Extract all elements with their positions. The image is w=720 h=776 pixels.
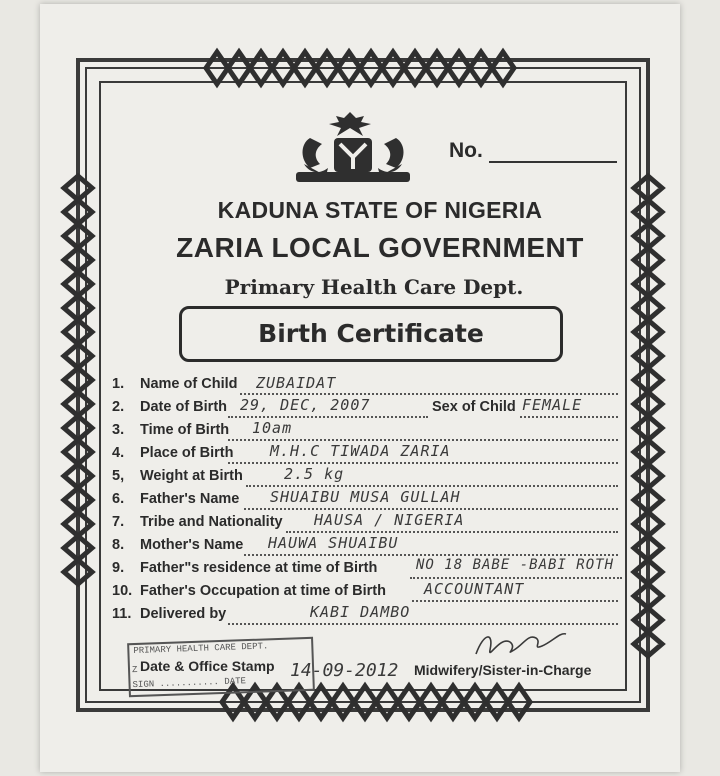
field-row-tribe: 7. Tribe and Nationality [112,514,283,530]
field-row-sex [432,399,516,415]
field-dots [228,415,428,418]
field-row-time: 3. Time of Birth [112,422,230,438]
midwife-label: Midwifery/Sister-in-Charge [414,662,592,678]
field-row-dob: 2. Date of Birth [112,399,227,415]
field-value: ZUBAIDAT [256,374,337,392]
field-label: Weight at Birth [140,468,243,484]
field-value: 10am [252,419,293,437]
field-value: HAUWA SHUAIBU [268,534,399,552]
field-dots [228,622,618,625]
field-dots [286,530,618,533]
field-value: SHUAIBU MUSA GULLAH [270,488,461,506]
date-value: 14-09-2012 [290,660,399,681]
state-heading: KADUNA STATE OF NIGERIA [217,197,543,223]
field-dots [240,392,618,395]
field-row-weight: 5, Weight at Birth [112,468,243,484]
field-label: Father"s residence at time of Birth [140,560,378,576]
office-stamp: PRIMARY HEALTH CARE DEPT. Z SIGN ........... DATE [127,637,315,697]
field-value: KABI DAMBO [310,603,411,621]
field-label: Name of Child [140,376,238,392]
field-row-name: 1. Name of Child [112,376,238,392]
field-value: 29, DEC, 2007 [240,396,371,414]
field-dots [244,507,618,510]
field-label: Time of Birth [140,422,230,438]
field-label: Date of Birth [140,399,227,415]
field-row-mother: 8. Mother's Name [112,537,244,553]
field-row-delivered: 11. Delivered by [112,606,227,622]
field-value: 2.5 kg [284,465,345,483]
date-stamp-label: Date & Office Stamp [140,658,275,674]
local-government-heading: ZARIA LOCAL GOVERNMENT [176,232,584,263]
field-value: M.H.C TIWADA ZARIA [270,442,451,460]
field-row-occupation: 10. Father's Occupation at time of Birth [112,583,386,599]
field-label: Mother's Name [140,537,244,553]
signature-icon [470,628,580,664]
field-dots [246,484,618,487]
field-dots [228,438,618,441]
field-dots [520,415,618,418]
field-value: HAUSA / NIGERIA [314,511,465,529]
field-dots [410,576,622,579]
field-label: Delivered by [140,606,227,622]
field-row-residence: 9. Father"s residence at time of Birth [112,560,378,576]
field-value: NO 18 BABE -BABI ROTH [416,557,615,573]
coat-of-arms-icon [288,108,418,190]
field-label: Place of Birth [140,445,234,461]
field-dots [244,553,618,556]
field-value: ACCOUNTANT [424,580,525,598]
field-dots [412,599,618,602]
field-label: Father's Name [140,491,240,507]
field-dots [228,461,618,464]
number-blank [489,143,617,163]
field-label: Father's Occupation at time of Birth [140,583,386,599]
certificate-title: Birth Certificate [258,319,484,348]
field-label: Sex of Child [432,399,516,415]
title-box [179,306,563,362]
field-value: FEMALE [522,396,583,414]
department-heading: Primary Health Care Dept. [224,275,524,299]
field-row-father: 6. Father's Name [112,491,240,507]
certificate-number [449,139,617,163]
field-row-place: 4. Place of Birth [112,445,234,461]
field-label: Tribe and Nationality [140,514,283,530]
number-label: No. [449,139,483,162]
